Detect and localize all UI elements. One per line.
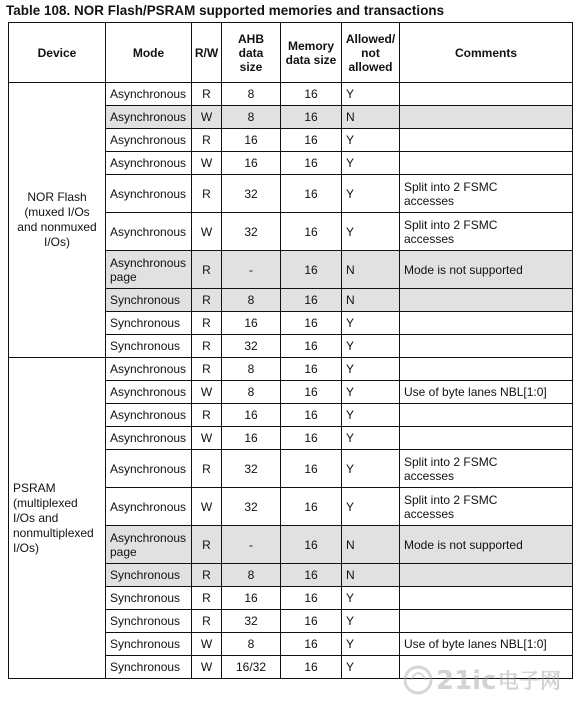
mode-cell <box>106 83 192 106</box>
rw-cell: W <box>192 106 222 129</box>
ahb-cell: 8 <box>222 633 281 656</box>
memory-size-cell: 16 <box>281 358 342 381</box>
comment-line: accesses <box>404 193 455 208</box>
allowed-cell: Y <box>342 335 400 358</box>
allowed-cell: Y <box>342 633 400 656</box>
header-device: Device <box>9 23 106 83</box>
ahb-cell: 8 <box>222 381 281 404</box>
rw-cell: W <box>192 152 222 175</box>
comment-line: Use of byte lanes NBL[1:0] <box>404 637 547 651</box>
mode-cell <box>106 312 192 335</box>
allowed-cell: Y <box>342 129 400 152</box>
comment-cell <box>400 129 573 152</box>
memory-size-cell: 16 <box>281 488 342 526</box>
comment-cell <box>400 610 573 633</box>
comment-cell <box>400 213 573 251</box>
table-row <box>9 83 573 106</box>
header-memory-data-size <box>281 23 342 83</box>
allowed-cell: N <box>342 106 400 129</box>
ahb-cell: - <box>222 251 281 289</box>
memory-size-cell: 16 <box>281 175 342 213</box>
mode-cell <box>106 358 192 381</box>
rw-cell: W <box>192 381 222 404</box>
allowed-cell: Y <box>342 213 400 251</box>
allowed-cell: N <box>342 251 400 289</box>
rw-cell: W <box>192 488 222 526</box>
ahb-cell: 8 <box>222 289 281 312</box>
supported-memories-table <box>8 22 573 679</box>
ahb-cell: 32 <box>222 335 281 358</box>
memory-size-cell: 16 <box>281 251 342 289</box>
allowed-cell: Y <box>342 587 400 610</box>
ahb-cell: 32 <box>222 488 281 526</box>
mode-cell <box>106 427 192 450</box>
memory-size-cell: 16 <box>281 335 342 358</box>
mode-line: Asynchronous <box>110 362 187 376</box>
comment-cell <box>400 312 573 335</box>
rw-cell: W <box>192 213 222 251</box>
mode-line: Synchronous <box>110 614 181 628</box>
mode-cell <box>106 251 192 289</box>
comment-cell <box>400 488 573 526</box>
ahb-cell: - <box>222 526 281 564</box>
comment-line: accesses <box>404 468 455 483</box>
header-row <box>9 23 573 83</box>
device-line: I/Os) <box>13 540 39 555</box>
comment-line: Split into 2 FSMC <box>404 217 498 232</box>
device-line: (multiplexed <box>13 495 78 510</box>
ahb-cell: 8 <box>222 358 281 381</box>
mode-cell <box>106 587 192 610</box>
header-mem-line: Memory <box>287 38 334 53</box>
allowed-cell: Y <box>342 152 400 175</box>
rw-cell: W <box>192 427 222 450</box>
comment-line: Split into 2 FSMC <box>404 179 498 194</box>
ahb-cell: 32 <box>222 450 281 488</box>
comment-cell <box>400 381 573 404</box>
mode-line: Asynchronous <box>110 499 187 514</box>
memory-size-cell: 16 <box>281 83 342 106</box>
mode-line: Asynchronous <box>110 186 187 201</box>
comment-cell <box>400 83 573 106</box>
comment-line: Mode is not supported <box>404 262 523 277</box>
comment-cell <box>400 175 573 213</box>
mode-cell <box>106 526 192 564</box>
mode-cell <box>106 656 192 679</box>
comment-cell <box>400 152 573 175</box>
svg-text:电子网: 电子网 <box>498 669 561 693</box>
allowed-cell: Y <box>342 427 400 450</box>
mode-line: Asynchronous <box>110 530 187 545</box>
device-line: and nonmuxed <box>17 220 97 234</box>
header-mode: Mode <box>106 23 192 83</box>
memory-size-cell: 16 <box>281 450 342 488</box>
comment-cell <box>400 289 573 312</box>
comment-line: Split into 2 FSMC <box>404 492 498 507</box>
memory-size-cell: 16 <box>281 289 342 312</box>
rw-cell: R <box>192 404 222 427</box>
mode-cell <box>106 335 192 358</box>
rw-cell: R <box>192 83 222 106</box>
comment-cell <box>400 358 573 381</box>
allowed-cell: Y <box>342 312 400 335</box>
mode-line: Asynchronous <box>110 408 187 422</box>
rw-cell: R <box>192 587 222 610</box>
memory-size-cell: 16 <box>281 152 342 175</box>
header-allowed <box>342 23 400 83</box>
allowed-cell: Y <box>342 450 400 488</box>
allowed-cell: Y <box>342 488 400 526</box>
memory-size-cell: 16 <box>281 381 342 404</box>
allowed-cell: Y <box>342 83 400 106</box>
device-line: (muxed I/Os <box>24 205 90 219</box>
rw-cell: R <box>192 526 222 564</box>
mode-cell <box>106 106 192 129</box>
watermark <box>402 656 572 700</box>
device-cell <box>9 358 106 679</box>
memory-size-cell: 16 <box>281 587 342 610</box>
header-mem-line: data size <box>285 52 337 67</box>
mode-cell <box>106 175 192 213</box>
header-ahb-line: size <box>239 59 263 74</box>
mode-line: Asynchronous <box>110 156 187 170</box>
comment-cell <box>400 587 573 610</box>
device-line: nonmultiplexed <box>13 525 94 540</box>
ahb-cell: 16 <box>222 152 281 175</box>
ahb-cell: 32 <box>222 175 281 213</box>
allowed-cell: Y <box>342 404 400 427</box>
watermark-logo-icon <box>402 656 572 700</box>
allowed-cell: Y <box>342 175 400 213</box>
allowed-cell: Y <box>342 656 400 679</box>
memory-size-cell: 16 <box>281 526 342 564</box>
comment-line: accesses <box>404 231 455 246</box>
allowed-cell: N <box>342 289 400 312</box>
rw-cell: W <box>192 656 222 679</box>
comment-cell <box>400 526 573 564</box>
mode-line: Synchronous <box>110 637 181 651</box>
memory-size-cell: 16 <box>281 106 342 129</box>
mode-line: Asynchronous <box>110 133 187 147</box>
ahb-cell: 32 <box>222 213 281 251</box>
ahb-cell: 16 <box>222 404 281 427</box>
comment-line: Use of byte lanes NBL[1:0] <box>404 385 547 399</box>
ahb-cell: 16 <box>222 129 281 152</box>
ahb-cell: 16 <box>222 312 281 335</box>
svg-text:21ic: 21ic <box>436 666 497 696</box>
rw-cell: R <box>192 450 222 488</box>
mode-line: Asynchronous <box>110 461 187 476</box>
mode-cell <box>106 610 192 633</box>
mode-line: Synchronous <box>110 339 181 353</box>
memory-size-cell: 16 <box>281 633 342 656</box>
rw-cell: R <box>192 564 222 587</box>
mode-line: Asynchronous <box>110 110 187 124</box>
mode-cell <box>106 129 192 152</box>
ahb-cell: 8 <box>222 83 281 106</box>
mode-cell <box>106 488 192 526</box>
memory-size-cell: 16 <box>281 404 342 427</box>
ahb-cell: 8 <box>222 106 281 129</box>
device-line: PSRAM <box>13 480 56 495</box>
ahb-cell: 32 <box>222 610 281 633</box>
mode-cell <box>106 564 192 587</box>
mode-line: page <box>110 544 137 559</box>
header-ahb-data-size <box>222 23 281 83</box>
memory-size-cell: 16 <box>281 312 342 335</box>
ahb-cell: 8 <box>222 564 281 587</box>
memory-size-cell: 16 <box>281 213 342 251</box>
header-allowed-line: not <box>361 45 380 60</box>
header-rw: R/W <box>192 23 222 83</box>
comment-cell <box>400 335 573 358</box>
mode-line: Asynchronous <box>110 87 187 101</box>
mode-cell <box>106 633 192 656</box>
mode-cell <box>106 289 192 312</box>
comment-cell <box>400 564 573 587</box>
ahb-cell: 16/32 <box>222 656 281 679</box>
header-allowed-line: Allowed/ <box>345 31 396 46</box>
device-cell <box>9 83 106 358</box>
memory-size-cell: 16 <box>281 610 342 633</box>
memory-size-cell: 16 <box>281 427 342 450</box>
mode-line: Synchronous <box>110 316 181 330</box>
mode-line: Asynchronous <box>110 255 187 270</box>
mode-line: Asynchronous <box>110 385 187 399</box>
table-row <box>9 358 573 381</box>
device-line: I/Os and <box>13 510 59 525</box>
comment-line: accesses <box>404 506 455 521</box>
comment-cell <box>400 633 573 656</box>
mode-cell <box>106 404 192 427</box>
rw-cell: R <box>192 335 222 358</box>
table-caption: Table 108. NOR Flash/PSRAM supported memories and transactions <box>6 3 445 18</box>
allowed-cell: N <box>342 564 400 587</box>
mode-cell <box>106 213 192 251</box>
comment-cell <box>400 427 573 450</box>
header-comments: Comments <box>400 23 573 83</box>
mode-cell <box>106 450 192 488</box>
device-line: NOR Flash <box>27 190 87 204</box>
memory-size-cell: 16 <box>281 129 342 152</box>
rw-cell: R <box>192 312 222 335</box>
allowed-cell: Y <box>342 610 400 633</box>
device-line: I/Os) <box>44 235 70 249</box>
mode-line: page <box>110 269 137 284</box>
comment-cell <box>400 450 573 488</box>
memory-size-cell: 16 <box>281 564 342 587</box>
allowed-cell: Y <box>342 358 400 381</box>
header-ahb-line: AHB <box>238 31 264 46</box>
comment-line: Mode is not supported <box>404 537 523 552</box>
mode-line: Synchronous <box>110 568 181 582</box>
ahb-cell: 16 <box>222 427 281 450</box>
rw-cell: R <box>192 289 222 312</box>
rw-cell: R <box>192 175 222 213</box>
rw-cell: R <box>192 251 222 289</box>
comment-cell <box>400 251 573 289</box>
allowed-cell: Y <box>342 381 400 404</box>
ahb-cell: 16 <box>222 587 281 610</box>
comment-cell <box>400 404 573 427</box>
rw-cell: R <box>192 358 222 381</box>
mode-line: Synchronous <box>110 591 181 605</box>
mode-line: Asynchronous <box>110 224 187 239</box>
allowed-cell: N <box>342 526 400 564</box>
mode-cell <box>106 381 192 404</box>
mode-cell <box>106 152 192 175</box>
header-allowed-line: allowed <box>348 59 393 74</box>
rw-cell: R <box>192 610 222 633</box>
comment-cell <box>400 106 573 129</box>
mode-line: Asynchronous <box>110 431 187 445</box>
memory-size-cell: 16 <box>281 656 342 679</box>
rw-cell: R <box>192 129 222 152</box>
mode-line: Synchronous <box>110 293 181 307</box>
rw-cell: W <box>192 633 222 656</box>
comment-line: Split into 2 FSMC <box>404 454 498 469</box>
header-ahb-line: data <box>238 45 264 60</box>
table-body <box>9 83 573 679</box>
mode-line: Synchronous <box>110 660 181 674</box>
